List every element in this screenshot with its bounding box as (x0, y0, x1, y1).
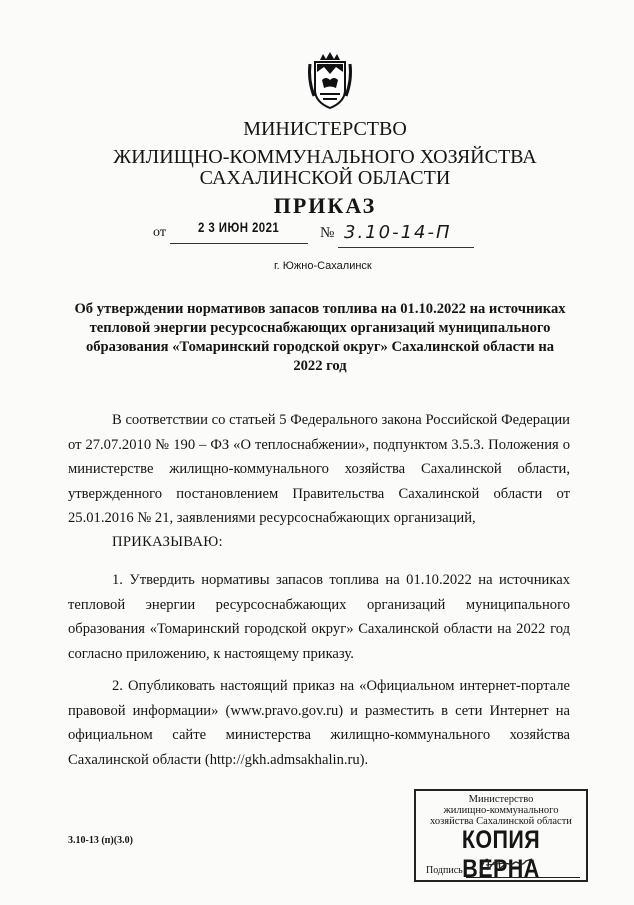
ministry-name-line3: САХАЛИНСКОЙ ОБЛАСТИ (199, 167, 451, 189)
handwritten-signature (476, 853, 536, 877)
stamp-certified-copy-text: КОПИЯ ВЕРНА (461, 826, 541, 883)
document-number-handwritten: 3.10-14-П (344, 222, 452, 243)
ministry-name-line1: МИНИСТЕРСТВО (243, 118, 407, 140)
city-label: г. Южно-Сахалинск (274, 260, 372, 272)
form-code: 3.10-13 (п)(3.0) (68, 835, 133, 846)
stamp-line3: хозяйства Сахалинской области (430, 816, 572, 827)
order-word: ПРИКАЗЫВАЮ: (112, 534, 223, 550)
document-title: Об утверждении нормативов запасов топлива на 01.10.2022 на источниках тепловой энергии ресурсоснабжающих организаций муниципального образования «Томаринский городской округ» Сахалинской области на 2022 год (74, 301, 566, 374)
stamp-signature-label: Подпись (426, 865, 463, 876)
stamp-line2: жилищно-коммунального (443, 805, 559, 816)
date-underline (170, 243, 308, 244)
number-prefix: № (320, 225, 335, 241)
date-prefix: от (153, 225, 166, 240)
stamp-signature-line (466, 877, 580, 878)
certified-copy-stamp (414, 789, 588, 882)
coat-of-arms-emblem (306, 50, 354, 110)
number-underline (338, 247, 474, 248)
stamp-line1: Министерство (468, 794, 534, 805)
document-date-stamp: 2 3 ИЮН 2021 (198, 219, 280, 235)
order-item-2: 2. Опубликовать настоящий приказ на «Официальном интернет-портале правовой информации» (www.pravo.gov.ru) и разместить в сети Интернет на официальном сайте министерства жилищно-коммунального хозяйства Сахалинской области (http://gkh.admsakhalin.ru). (68, 678, 570, 768)
preamble-paragraph: В соответствии со статьей 5 Федерального закона Российской Федерации от 27.07.2010 № 190 – ФЗ «О теплоснабжении», подпунктом 3.5.3. Положения о министерстве жилищно-коммунального хозяйства Сахалинской области, утвержденного постановлением Правительства Сахалинской области от 25.01.2016 № 21, заявлениями ресурсоснабжающих организаций, (68, 412, 570, 526)
ministry-name-line2: ЖИЛИЩНО-КОММУНАЛЬНОГО ХОЗЯЙСТВА (113, 146, 537, 168)
order-item-1: 1. Утвердить нормативы запасов топлива на 01.10.2022 на источниках тепловой энергии ресурсоснабжающих организаций муниципального образования «Томаринский городской округ» Сахалинской области на 2022 год согласно приложению, к настоящему приказу. (68, 572, 570, 662)
document-type-heading: ПРИКАЗ (273, 193, 377, 218)
